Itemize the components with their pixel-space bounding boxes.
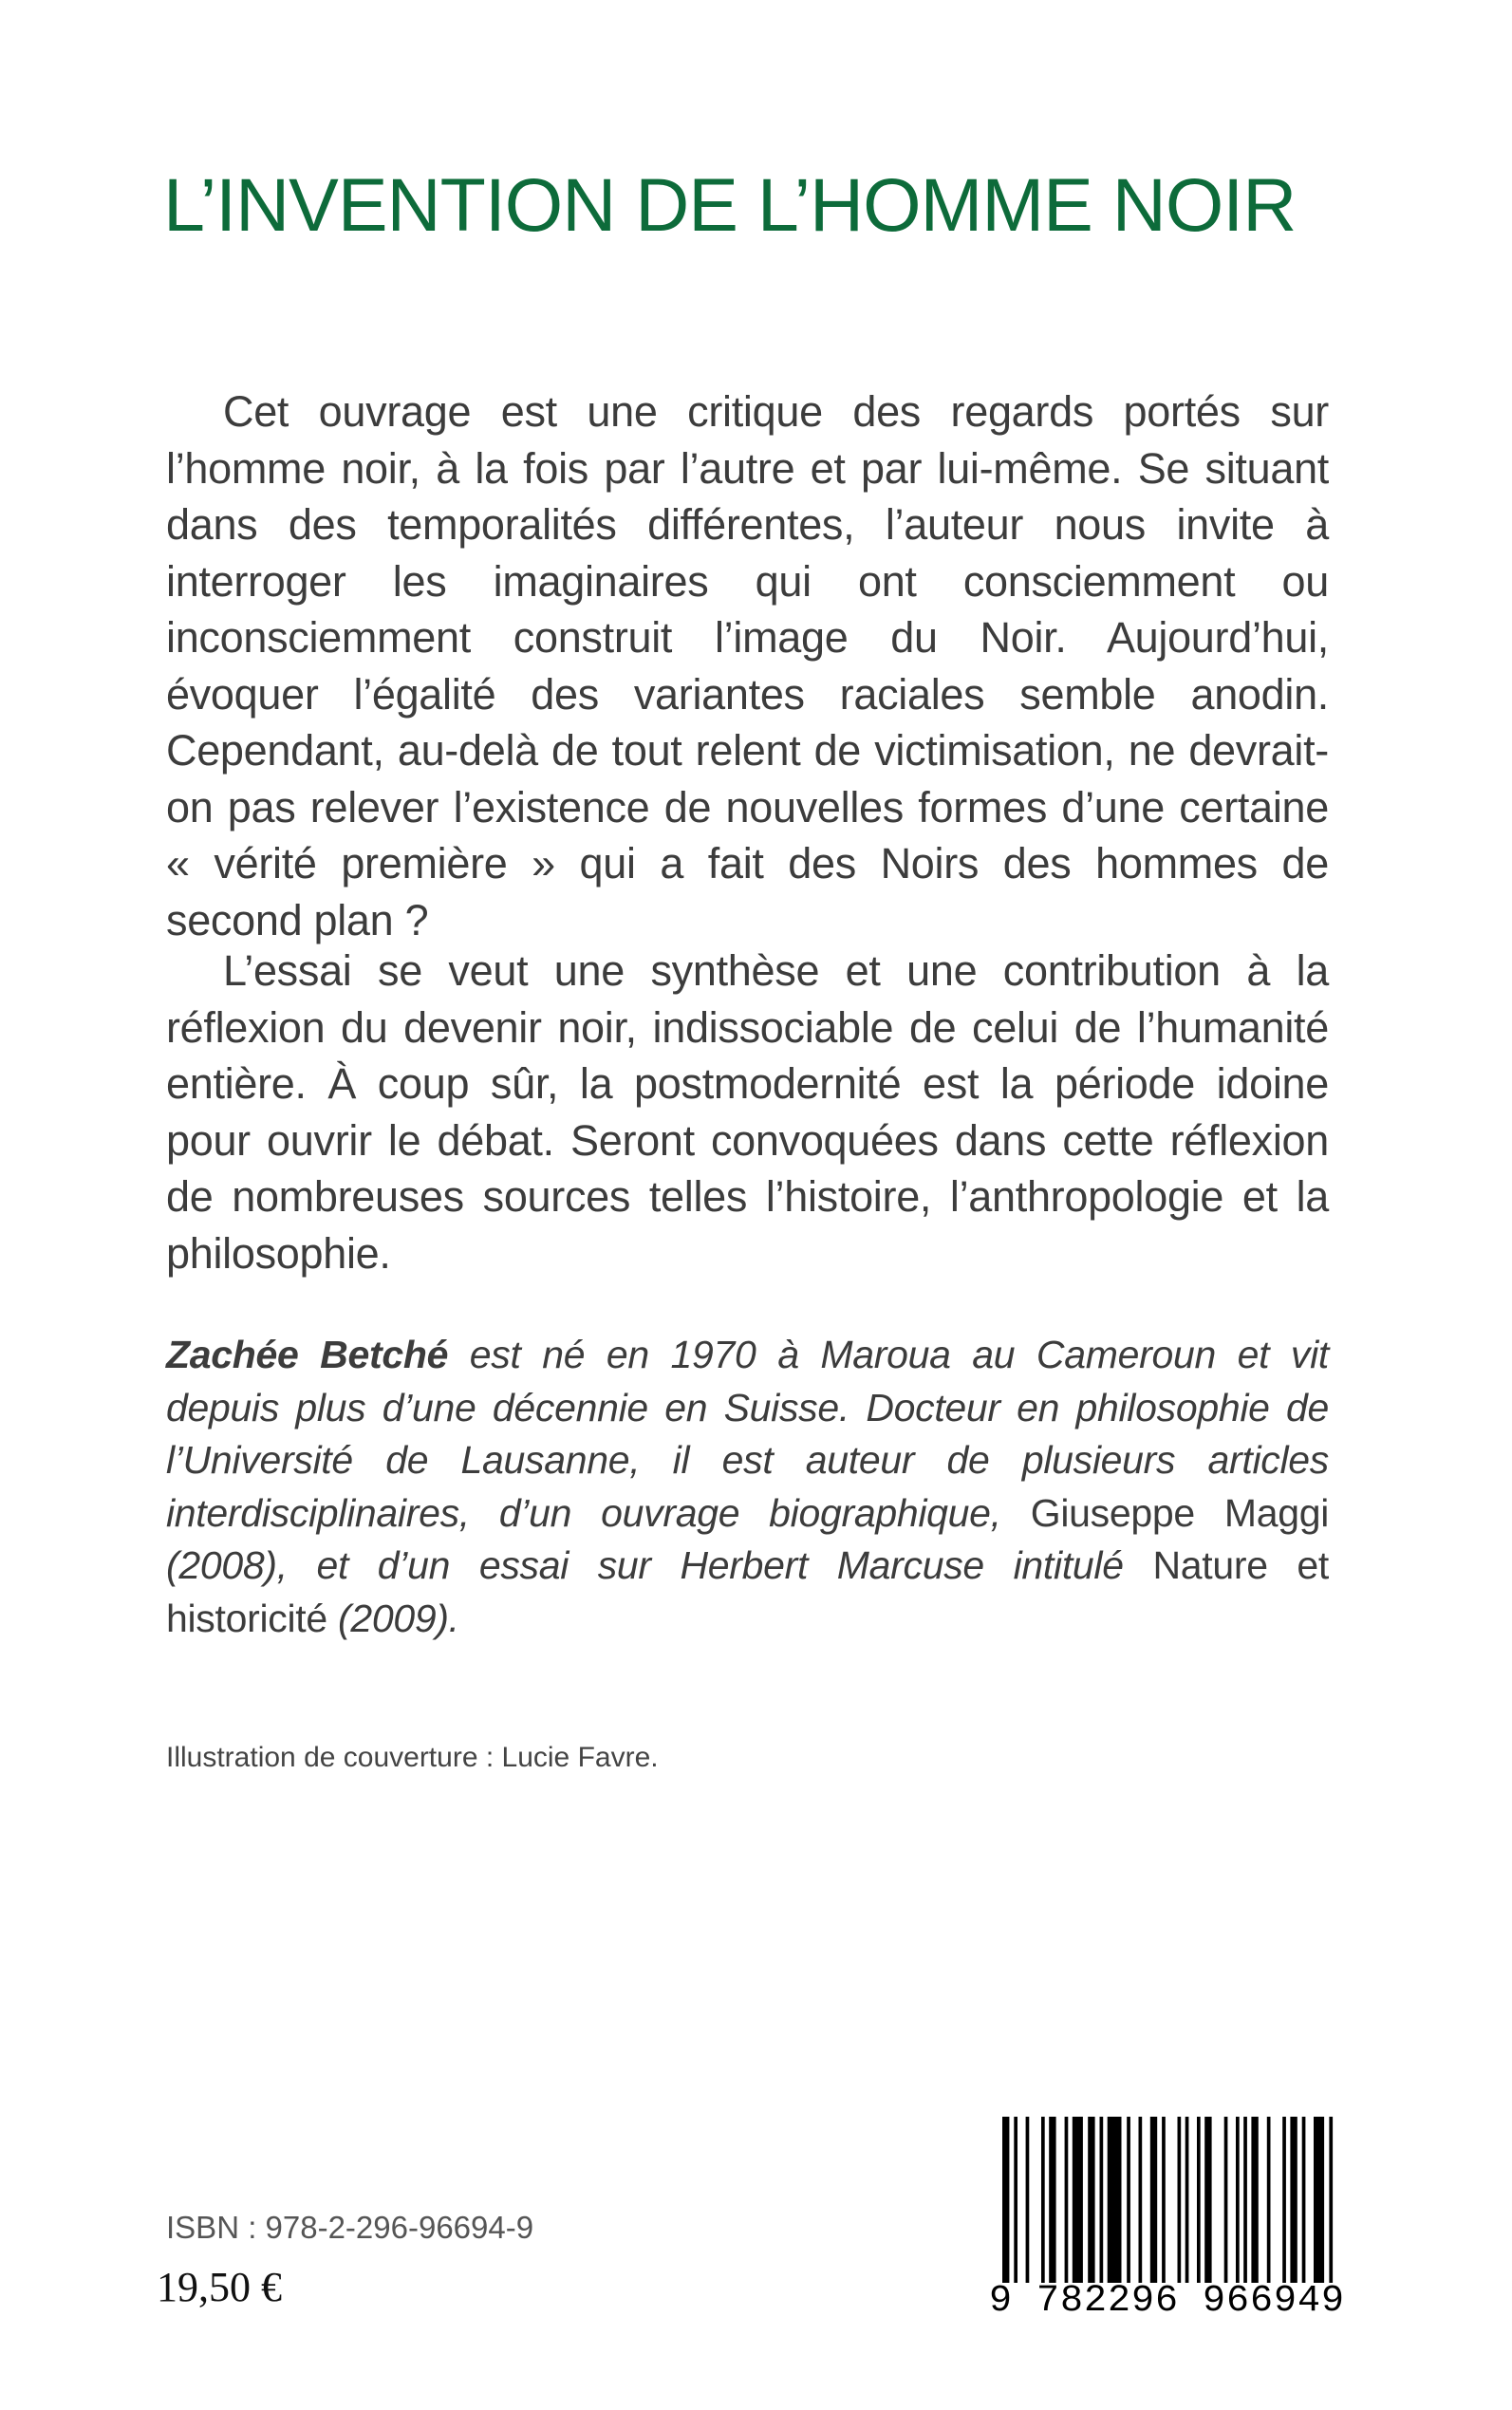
- barcode-bar: [1014, 2117, 1017, 2283]
- barcode-bar: [1049, 2117, 1055, 2283]
- barcode-bar: [1100, 2117, 1104, 2283]
- barcode-bar: [1185, 2117, 1189, 2283]
- barcode-bar: [1243, 2117, 1247, 2283]
- barcode-bar: [1088, 2117, 1094, 2283]
- author-bio: [166, 1329, 1329, 1645]
- barcode-digits: 9 782296 966949: [989, 2280, 1346, 2323]
- barcode-bar: [1162, 2117, 1166, 2283]
- barcode-bar: [1150, 2117, 1157, 2283]
- illustration-credit: Illustration de couverture : Lucie Favre.: [166, 1742, 659, 1773]
- barcode-bar: [1002, 2117, 1009, 2283]
- price: 19,50 €: [157, 2264, 282, 2310]
- barcode-bar: [1290, 2117, 1297, 2283]
- barcode-bar: [1251, 2117, 1258, 2283]
- barcode-bar: [1178, 2117, 1182, 2283]
- barcode-bar: [1139, 2117, 1143, 2283]
- book-title: L’INVENTION DE L’HOMME NOIR: [163, 162, 1297, 247]
- barcode-bar: [1282, 2117, 1286, 2283]
- bio-text-2: (2008), et d’un essai sur Herbert Marcuse intitulé: [166, 1543, 1153, 1587]
- barcode-bar: [1127, 2117, 1130, 2283]
- author-name: Zachée Betché: [166, 1333, 449, 1376]
- barcode-bar: [1224, 2117, 1228, 2283]
- barcode-bar: [1065, 2117, 1069, 2283]
- barcode-bar: [1236, 2117, 1240, 2283]
- barcode-bar: [1197, 2117, 1201, 2283]
- barcode-bar: [1026, 2117, 1030, 2283]
- bio-work-1: Giuseppe Maggi: [1030, 1490, 1330, 1535]
- summary-paragraph-1: Cet ouvrage est une critique des regards portés sur l’homme noir, à la fois par l’autre et par lui-même. Se situant dans des temporalités différentes, l’auteur nous invite à interroger les imaginaires qui ont consciemment ou inconsciemment construit l’image du Noir. Aujourd’hui, évoquer l’égalité des variantes raciales semble anodin. Cependant, au-delà de tout relent de victimisation, ne devrait-on pas relever l’existence de nouvelles formes d’une certaine « vérité première » qui a fait des Noirs des hommes de second plan ?: [166, 387, 1329, 944]
- barcode-bar: [1329, 2117, 1333, 2283]
- bio-work-2: Nature et historicité: [166, 1543, 1329, 1640]
- barcode-bars: [999, 2117, 1340, 2283]
- barcode-bar: [1041, 2117, 1045, 2283]
- barcode-bar: [1314, 2117, 1324, 2283]
- isbn: ISBN : 978-2-296-96694-9: [166, 2210, 534, 2245]
- barcode-bar: [1204, 2117, 1211, 2283]
- bio-text-3: (2009).: [327, 1596, 459, 1640]
- barcode-bar: [1073, 2117, 1083, 2283]
- barcode-bar: [1108, 2117, 1122, 2283]
- barcode-bar: [1302, 2117, 1306, 2283]
- barcode-bar: [1267, 2117, 1271, 2283]
- bio-text-1: est né en 1970 à Maroua au Cameroun et vit depuis plus d’une décennie en Suisse. Docteur en philosophie de l’Université de Lausanne, il est auteur de plusieurs articles interdisciplinaires, d’un ouvrage biographique,: [166, 1333, 1329, 1535]
- summary-paragraph-2: L’essai se veut une synthèse et une contribution à la réflexion du devenir noir, indissociable de celui de l’humanité entière. À coup sûr, la postmodernité est la période idoine pour ouvrir le débat. Seront convoquées dans cette réflexion de nombreuses sources telles l’histoire, l’anthropologie et la philosophie.: [166, 946, 1329, 1278]
